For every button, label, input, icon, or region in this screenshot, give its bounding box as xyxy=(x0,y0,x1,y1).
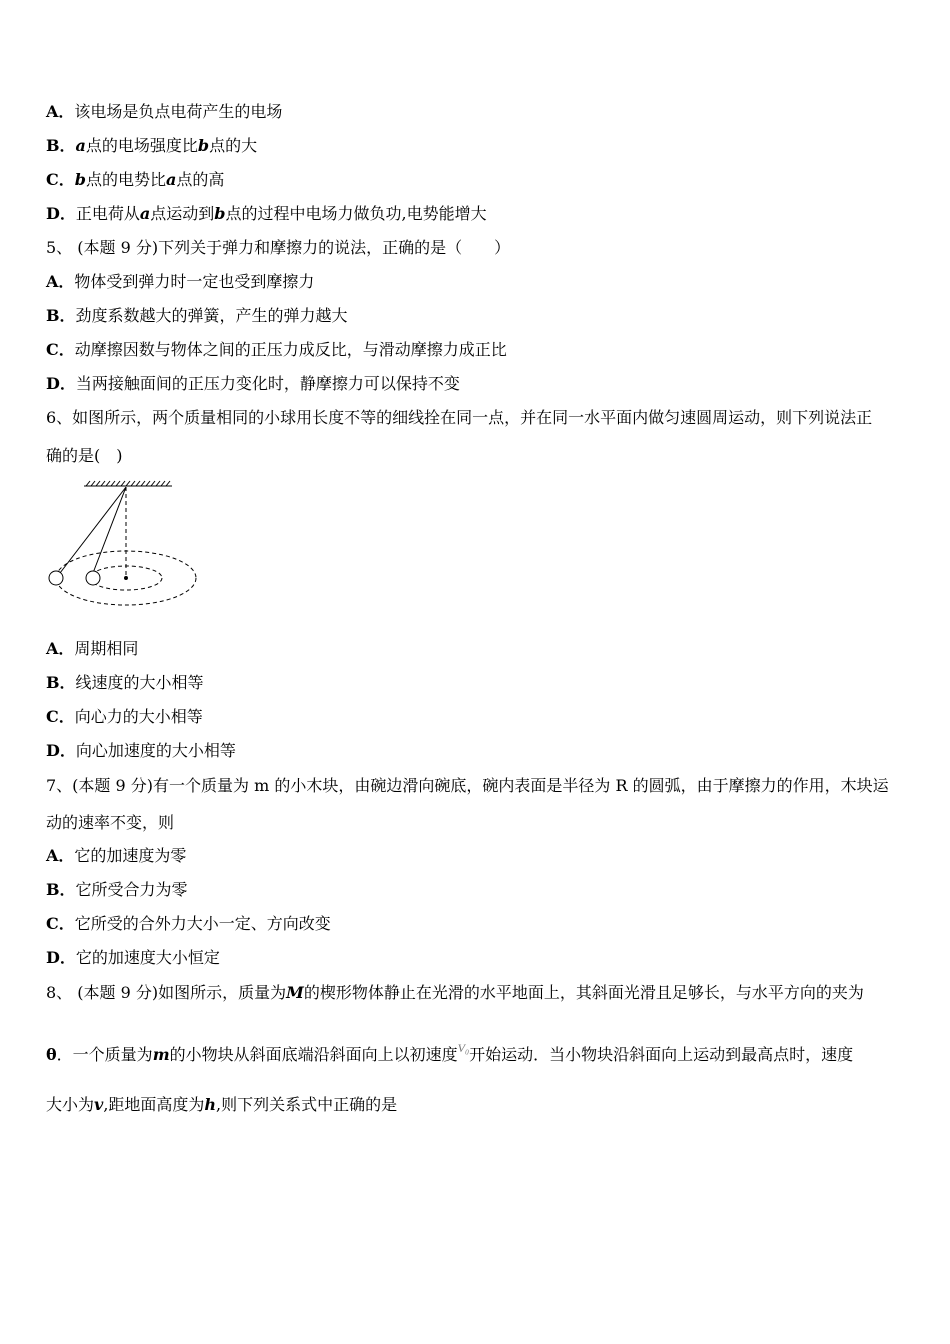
option-label: D． xyxy=(46,741,76,760)
option-text: 劲度系数越大的弹簧，产生的弹力越大 xyxy=(75,306,348,325)
conical-pendulum-figure xyxy=(40,478,206,612)
option-text: 向心加速度的大小相等 xyxy=(75,741,236,760)
option-label: A． xyxy=(46,272,75,291)
q7-option-d xyxy=(46,948,220,968)
stem-text: 的小物块从斜面底端沿斜面向上以初速度 xyxy=(169,1045,458,1064)
q6-option-b xyxy=(46,673,204,693)
option-text: 该电场是负点电荷产生的电场 xyxy=(74,102,283,121)
option-label: A． xyxy=(46,846,75,865)
var-v: v xyxy=(94,1095,104,1114)
ball-outer xyxy=(49,571,63,585)
option-label: B． xyxy=(46,673,76,692)
q6-option-a xyxy=(46,639,138,659)
q6-stem-line1: 6、如图所示，两个质量相同的小球用长度不等的细线拴在同一点，并在同一水平面内做匀速圆周运动，则下列说法正 xyxy=(46,408,873,427)
var-b: b xyxy=(74,170,86,189)
q6-stem-line2: 确的是( ) xyxy=(46,446,123,465)
stem-text: ,距地面高度为 xyxy=(103,1095,205,1114)
option-text: 点运动到 xyxy=(150,204,215,223)
option-text: 物体受到弹力时一定也受到摩擦力 xyxy=(74,272,315,291)
var-a: a xyxy=(139,204,151,223)
q5-option-a xyxy=(46,272,314,292)
stem-text: 开始运动．当小物块沿斜面向上运动到最高点时，速度 xyxy=(469,1045,854,1064)
var-b: b xyxy=(197,136,210,155)
option-text: 点的高 xyxy=(176,170,225,189)
q4-option-b xyxy=(46,136,257,156)
option-label: A． xyxy=(46,639,75,658)
stem-text: 的楔形物体静止在光滑的水平地面上，其斜面光滑且足够长，与水平方向的夹为 xyxy=(303,983,864,1002)
option-text: 它所受合力为零 xyxy=(75,880,188,899)
stem-text: ,则下列关系式中正确的是 xyxy=(216,1095,398,1114)
var-b: b xyxy=(214,204,226,223)
q7-stem-line2: 动的速率不变，则 xyxy=(46,813,175,832)
option-text: 周期相同 xyxy=(74,639,139,658)
var-a: a xyxy=(165,170,177,189)
var-theta: θ xyxy=(46,1045,57,1064)
q7-option-a xyxy=(46,846,186,866)
ceiling-hatch xyxy=(84,481,172,486)
option-label: B． xyxy=(46,306,76,325)
option-text: 动摩擦因数与物体之间的正压力成反比，与滑动摩擦力成正比 xyxy=(74,340,507,359)
option-label: D． xyxy=(46,204,76,223)
q5-option-d xyxy=(46,374,460,394)
var-h: h xyxy=(204,1095,217,1114)
var-M: M xyxy=(286,983,304,1002)
center-point xyxy=(124,576,128,580)
ball-inner xyxy=(86,571,100,585)
q4-option-d xyxy=(46,204,487,224)
q5-option-c xyxy=(46,340,507,360)
q8-stem-line2 xyxy=(46,1041,854,1066)
stem-text: 大小为 xyxy=(46,1095,95,1114)
q7-option-b xyxy=(46,880,188,900)
q8-stem-line1 xyxy=(46,983,864,1003)
option-text: 向心力的大小相等 xyxy=(74,707,203,726)
option-label: D． xyxy=(46,374,76,393)
long-string xyxy=(60,487,126,573)
var-a: a xyxy=(75,136,86,155)
option-text: 它的加速度大小恒定 xyxy=(75,948,220,967)
option-text: 线速度的大小相等 xyxy=(75,673,204,692)
q8-stem-line3 xyxy=(46,1095,397,1115)
q5-stem: 5、 (本题 9 分)下列关于弹力和摩擦力的说法，正确的是（ ） xyxy=(46,238,511,257)
option-label: B． xyxy=(46,136,76,155)
stem-text: ．一个质量为 xyxy=(56,1045,153,1064)
option-text: 点的电势比 xyxy=(85,170,166,189)
short-string xyxy=(93,487,126,573)
option-text: 点的大 xyxy=(209,136,258,155)
option-label: C． xyxy=(46,707,75,726)
option-text: 点的电场强度比 xyxy=(85,136,198,155)
option-label: B． xyxy=(46,880,76,899)
option-text: 它所受的合外力大小一定、方向改变 xyxy=(74,914,331,933)
stem-text: 8、 (本题 9 分)如图所示，质量为 xyxy=(46,983,287,1002)
option-text: 正电荷从 xyxy=(75,204,140,223)
q6-option-c xyxy=(46,707,203,727)
option-label: C． xyxy=(46,170,75,189)
q5-option-b xyxy=(46,306,348,326)
option-text: 点的过程中电场力做负功,电势能增大 xyxy=(225,204,487,223)
q6-option-d xyxy=(46,741,236,761)
var-m: m xyxy=(152,1045,170,1064)
option-label: C． xyxy=(46,340,75,359)
q7-stem-line1: 7、(本题 9 分)有一个质量为 m 的小木块，由碗边滑向碗底，碗内表面是半径为 R 的圆弧，由于摩擦力的作用，木块运 xyxy=(46,776,889,795)
option-label: A． xyxy=(46,102,75,121)
q4-option-c xyxy=(46,170,224,190)
option-label: C． xyxy=(46,914,75,933)
option-text: 当两接触面间的正压力变化时，静摩擦力可以保持不变 xyxy=(75,374,460,393)
var-v0: V₀ xyxy=(457,1041,470,1055)
q4-option-a xyxy=(46,102,282,122)
q7-option-c xyxy=(46,914,331,934)
option-label: D． xyxy=(46,948,76,967)
option-text: 它的加速度为零 xyxy=(74,846,187,865)
